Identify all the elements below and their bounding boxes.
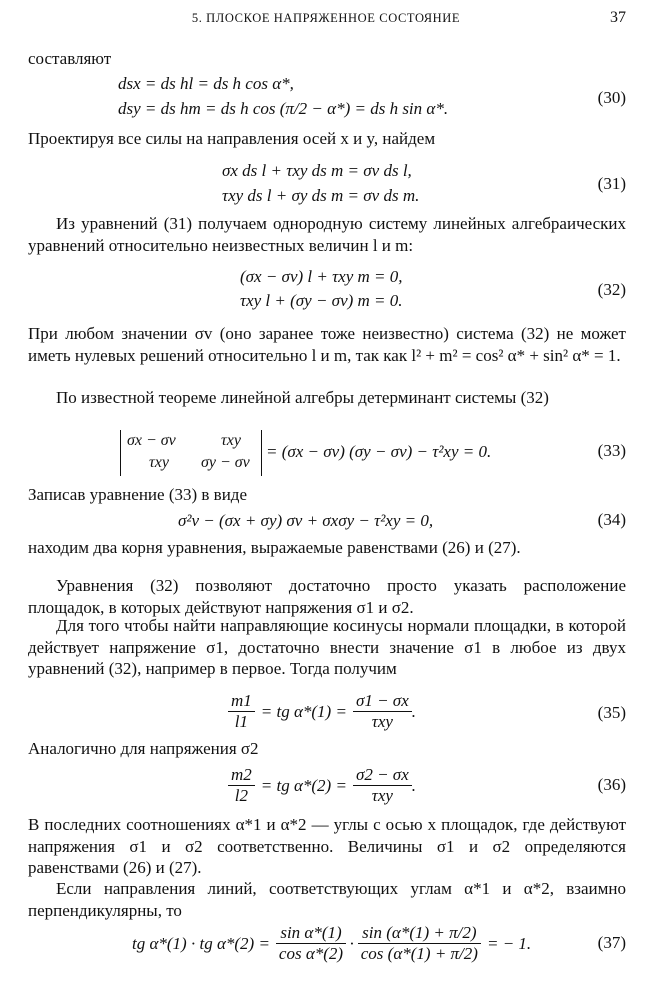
- eq30-number: (30): [597, 88, 626, 107]
- eq33-determinant: [120, 430, 262, 476]
- eq37: tg α*(1) · tg α*(2) = $\frac{\text{sin α*(1)}}{\text{cos α*(2)}}$ · $\frac{\sin (\alpha*(1) + \pi/2)}{\cos (\alpha*(1) + \pi/2)}$ = − 1.: [132, 922, 532, 963]
- eq35-rhs-num: σ1 − σx: [353, 691, 412, 712]
- eq35-rhs-den: τxy: [371, 711, 393, 731]
- eq32-line2: τxy l + (σy − σv) m = 0.: [240, 291, 403, 310]
- eq35-lhs-num: m1: [228, 691, 255, 712]
- paragraph-pri-lyubom: При любом значении σv (оно заранее тоже неизвестно) система (32) не может иметь нулевых решений относительно l и m, так как l² + m² = cos² α* + sin² α* = 1.: [28, 324, 626, 365]
- eq35-lhs-den: l1: [234, 711, 248, 731]
- eq30-line1: dsx = ds hl = ds h cos α*,: [118, 74, 294, 93]
- paragraph-iz-uravneniy: Из уравнений (31) получаем однородную систему линейных алгебраических уравнений относительно неизвестных величин l и m:: [28, 214, 626, 255]
- eq37-rhs: = − 1.: [486, 933, 532, 953]
- page-header: [0, 8, 652, 32]
- eq30-line2: dsy = ds hm = ds h cos (π/2 − α*) = ds h sin α*.: [118, 99, 449, 118]
- eq37-number: (37): [597, 933, 626, 952]
- paragraph-po-izvestnoy: По известной теореме линейной алгебры детерминант системы (32): [56, 388, 549, 407]
- eq31-line1: σx ds l + τxy ds m = σv ds l,: [222, 161, 412, 180]
- eq37-fraction-2: [358, 923, 481, 964]
- eq33-m21: τxy: [149, 454, 169, 471]
- eq31-line2: τxy ds l + σy ds m = σv ds m.: [222, 186, 420, 205]
- eq34: σ²v − (σx + σy) σv + σxσy − τ²xy = 0,: [178, 511, 434, 530]
- paragraph-esli: Если направления линий, соответствующих углам α*1 и α*2, взаимно перпендикулярны, то: [28, 879, 626, 920]
- eq36-lhs-num: m2: [228, 765, 255, 786]
- eq32-line1: (σx − σv) l + τxy m = 0,: [240, 267, 403, 286]
- paragraph-uravneniya-32: Уравнения (32) позволяют достаточно просто указать расположение площадок, в которых действуют напряжения σ1 и σ2.: [28, 576, 626, 617]
- eq35: $\frac{m1}{l1}$ = tg α*(1) = $\frac{\sigma 1 - \sigma x}{\text{τxy}}$ .: [228, 688, 416, 734]
- eq33-m12: τxy: [221, 432, 241, 449]
- eq36: $\frac{m2}{l2}$ = tg α*(2) = $\frac{\sigma 2 - \sigma x}{\text{τxy}}$ .: [228, 762, 416, 808]
- eq36-lhs-fraction: [228, 765, 255, 806]
- eq36-mid: = tg α*(2) =: [260, 775, 347, 795]
- eq37-fraction-1: [276, 923, 346, 964]
- text-proektiruya: Проектируя все силы на направления осей x и y, найдем: [28, 129, 436, 148]
- eq37-f1-num: sin α*(1): [276, 923, 346, 944]
- eq35-number: (35): [597, 703, 626, 722]
- text-analogichno: Аналогично для напряжения σ2: [28, 739, 259, 758]
- eq37-f1-den: cos α*(2): [278, 943, 344, 963]
- text-sostavlyayut: составляют: [28, 49, 112, 68]
- eq37-f2-num: sin (α*(1) + π/2): [358, 923, 481, 944]
- eq33-m11: σx − σv: [127, 432, 176, 449]
- paragraph-v-poslednikh: В последних соотношениях α*1 и α*2 — углы с осью x площадок, где действуют напряжения σ1 и σ2 соответственно. Величины σ1 и σ2 определяются равенствами (26) и (27).: [28, 815, 626, 877]
- eq34-number: (34): [597, 510, 626, 529]
- eq33-m22: σy − σv: [201, 454, 250, 471]
- eq32-number: (32): [597, 280, 626, 299]
- eq36-lhs-den: l2: [234, 785, 248, 805]
- eq35-rhs-fraction: [353, 691, 412, 732]
- eq33-rhs: = (σx − σv) (σy − σv) − τ²xy = 0.: [266, 442, 492, 461]
- eq36-rhs-num: σ2 − σx: [353, 765, 412, 786]
- eq36-number: (36): [597, 775, 626, 794]
- eq37-f2-den: cos (α*(1) + π/2): [360, 943, 478, 963]
- paragraph-nakhodim: находим два корня уравнения, выражаемые равенствами (26) и (27).: [28, 538, 521, 557]
- eq37-lhs: tg α*(1) · tg α*(2) =: [132, 933, 270, 953]
- eq33-number: (33): [597, 441, 626, 460]
- eq31-number: (31): [597, 174, 626, 193]
- text-zapisav: Записав уравнение (33) в виде: [28, 485, 247, 504]
- eq35-mid: = tg α*(1) =: [260, 701, 347, 721]
- eq36-rhs-fraction: [353, 765, 412, 806]
- paragraph-dlya-togo: Для того чтобы найти направляющие косинусы нормали площадки, в которой действует напряжение σ1, достаточно внести значение σ1 в любое из двух уравнений (32), например в первое. Тогда получим: [28, 616, 626, 678]
- section-title: 5. ПЛОСКОЕ НАПРЯЖЕННОЕ СОСТОЯНИЕ: [191, 11, 461, 25]
- eq35-lhs-fraction: [228, 691, 255, 732]
- page-number: 37: [610, 9, 626, 26]
- eq36-rhs-den: τxy: [371, 785, 393, 805]
